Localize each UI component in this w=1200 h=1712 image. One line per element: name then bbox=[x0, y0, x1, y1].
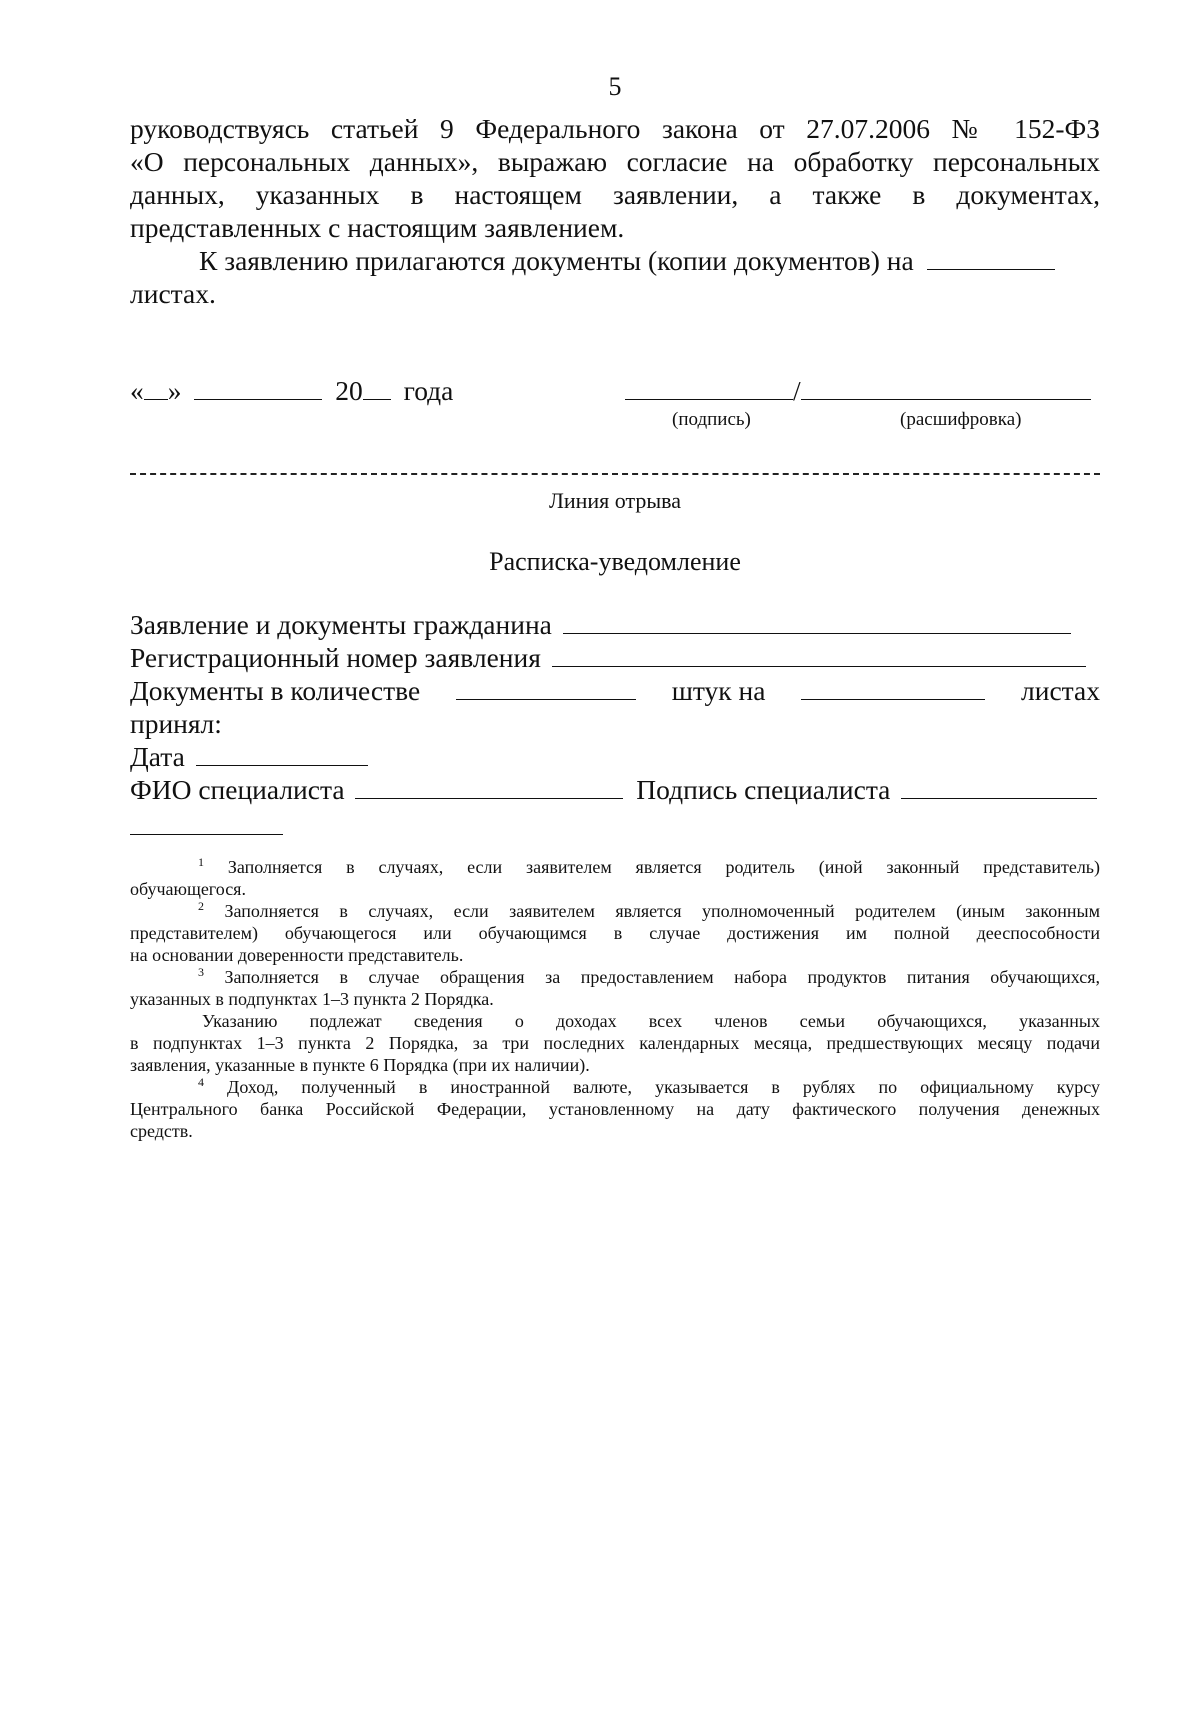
date-line bbox=[130, 374, 453, 407]
month-field[interactable] bbox=[194, 377, 322, 400]
date-field[interactable] bbox=[196, 743, 368, 766]
receipt-title: Расписка-уведомление bbox=[489, 547, 741, 576]
footnote-mark: 3 bbox=[198, 965, 204, 979]
footnote-3-continued: Указанию подлежат сведения о доходах всех членов семьи обучающихся, указанных bbox=[202, 1011, 1100, 1031]
signature-field[interactable] bbox=[625, 377, 793, 400]
year-prefix: 20 bbox=[335, 375, 363, 406]
specialist-sign-field[interactable] bbox=[901, 776, 1097, 799]
docs-label: Документы в количестве bbox=[130, 675, 421, 706]
quote-open: « bbox=[130, 375, 144, 406]
accepted-label: принял: bbox=[130, 708, 222, 739]
specialist-sign-label: Подпись специалиста bbox=[636, 774, 891, 805]
docs-row bbox=[130, 674, 1100, 707]
footnote-separator bbox=[130, 834, 283, 835]
attachments-count-field[interactable] bbox=[927, 247, 1055, 270]
date-label: Дата bbox=[130, 741, 185, 772]
footnote-2: $^2$ Заполняется в случаях, если заявителем является уполномоченный родителем (иным законным bbox=[198, 899, 1100, 921]
signature-line bbox=[625, 374, 1091, 407]
applicant-label: Заявление и документы гражданина bbox=[130, 609, 552, 640]
tear-line-label: Линия отрыва bbox=[548, 488, 682, 513]
signature-decode-field[interactable] bbox=[801, 377, 1091, 400]
day-field[interactable] bbox=[144, 377, 168, 400]
regnum-label: Регистрационный номер заявления bbox=[130, 642, 541, 673]
quote-close: » bbox=[167, 375, 182, 406]
attachments-text: К заявлению прилагаются документы (копии документов) на bbox=[199, 245, 914, 276]
regnum-row bbox=[130, 641, 1100, 674]
docs-sheets-label: листах bbox=[1021, 675, 1100, 706]
fio-label: ФИО специалиста bbox=[130, 774, 345, 805]
footnotes: $^1$ Заполняется в случаях, если заявителем является родитель (иной законный представитель) обучающегося. $^2$ Заполняется в случаях, если заявителем является уполномоченный родителем (иным законным представителем) обучающегося или обучающимся в случае достижения им полной дееспособности на основании доверенности представитель. $^3$ Заполняется в случае обращения за предоставлением набора продуктов питания обучающихся, указанных в подпунктах 1–3 пункта 2 Порядка. Указанию подлежат сведения о доходах всех членов семьи обучающихся, указанных в подпунктах 1–3 пункта 2 Порядка, за три последних календарных месяца, предшествующих месяцу подачи заявления, указанные в пункте 6 Порядка (при их наличии). $^4$ Доход, полученный в иностранной валюте, указывается в рублях по официальному курсу Центрального банка Российской Федерации, установленному на дату фактического получения денежных средств. bbox=[130, 855, 1101, 1141]
consent-line: «О персональных данных», выражаю согласие на обработку персональных bbox=[130, 146, 1100, 177]
receipt-block bbox=[130, 608, 1100, 806]
footnote-mark: 4 bbox=[198, 1075, 204, 1089]
footnote-mark: 2 bbox=[198, 899, 204, 913]
regnum-field[interactable] bbox=[552, 644, 1086, 667]
consent-line: данных, указанных в настоящем заявлении, а также в документах, bbox=[130, 179, 1100, 210]
tear-dashed-line bbox=[130, 473, 1100, 475]
consent-line: руководствуясь статьей 9 Федерального закона от 27.07.2006 № 152-ФЗ bbox=[130, 113, 1100, 144]
signature-caption: (подпись) bbox=[672, 409, 751, 430]
signature-slash: / bbox=[793, 375, 801, 406]
footnote-1: $^1$ Заполняется в случаях, если заявителем является родитель (иной законный представитель) bbox=[198, 855, 1101, 877]
footnote-3: $^3$ Заполняется в случае обращения за предоставлением набора продуктов питания обучающихся, bbox=[198, 965, 1101, 987]
consent-paragraph bbox=[130, 112, 1100, 244]
applicant-field[interactable] bbox=[563, 611, 1071, 634]
fio-row bbox=[130, 773, 1100, 806]
year-suffix: года bbox=[403, 375, 454, 406]
attachments-suffix: листах. bbox=[130, 278, 216, 309]
year-field[interactable] bbox=[363, 377, 391, 400]
page-number: 5 bbox=[608, 72, 622, 101]
attachments-line bbox=[199, 244, 1055, 277]
date-row bbox=[130, 740, 1100, 773]
fio-field[interactable] bbox=[355, 776, 623, 799]
decode-caption: (расшифровка) bbox=[900, 409, 1022, 430]
applicant-row bbox=[130, 608, 1100, 641]
docs-count-field[interactable] bbox=[456, 677, 636, 700]
docs-pieces-label: штук на bbox=[671, 675, 766, 706]
footnote-mark: 1 bbox=[198, 855, 204, 869]
docs-sheets-field[interactable] bbox=[801, 677, 985, 700]
footnote-4: $^4$ Доход, полученный в иностранной валюте, указывается в рублях по официальному курсу bbox=[198, 1075, 1101, 1097]
consent-line: представленных с настоящим заявлением. bbox=[130, 212, 625, 243]
